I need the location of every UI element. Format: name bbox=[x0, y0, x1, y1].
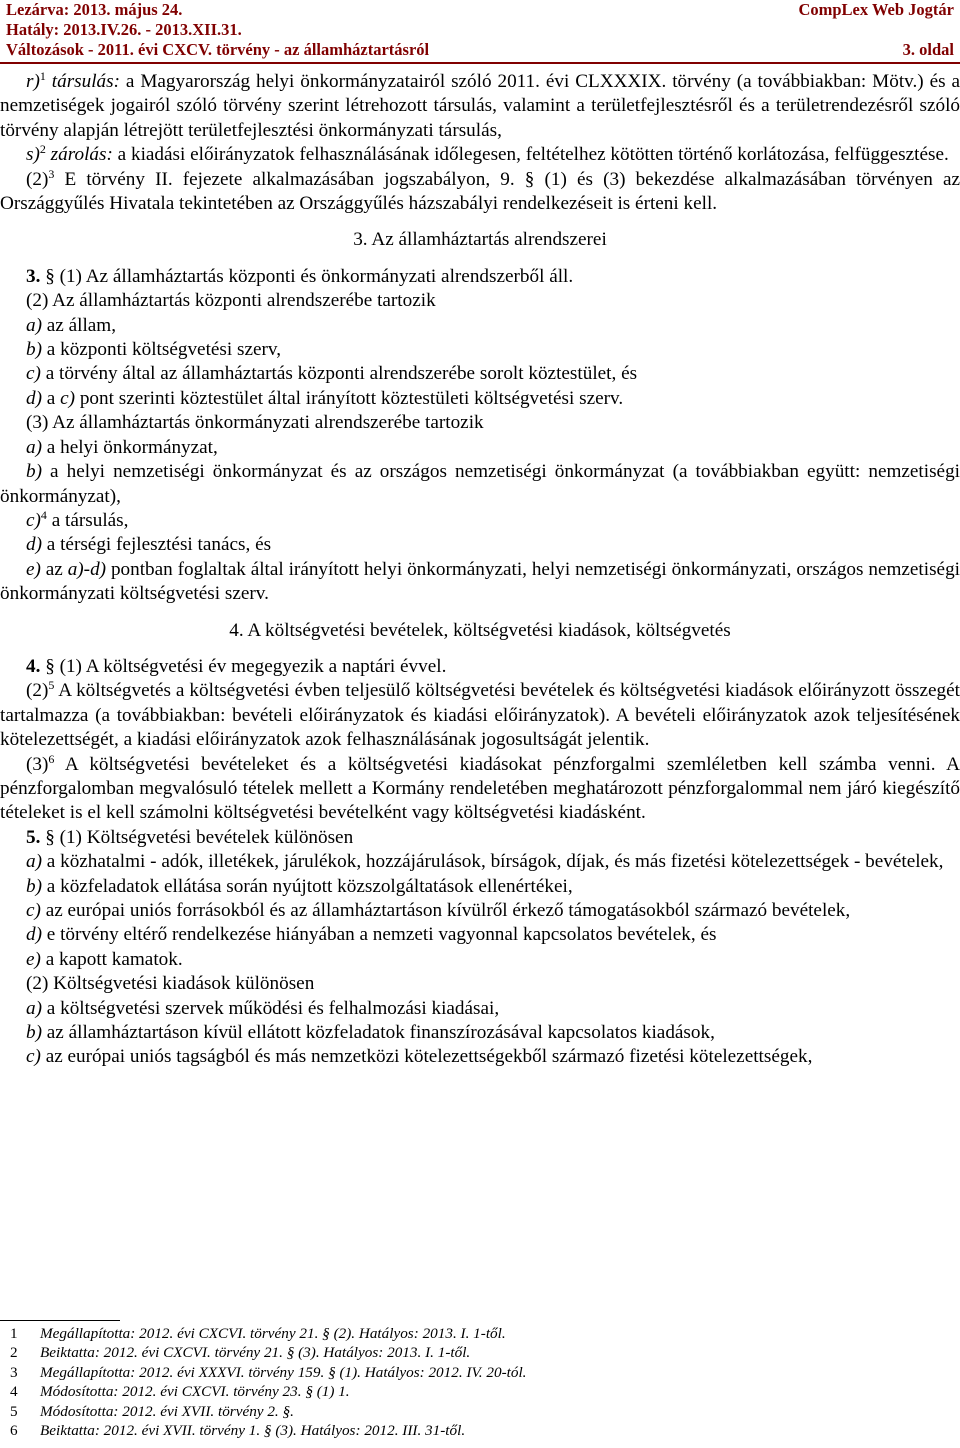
footnote-item: 1 Megállapította: 2012. évi CXCVI. törvény 21. § (2). Hatályos: 2013. I. 1-től. bbox=[10, 1325, 506, 1342]
section-heading-3: 3. Az államháztartás alrendszerei bbox=[353, 229, 607, 251]
list-item: e) a kapott kamatok. bbox=[26, 948, 183, 970]
list-item: c) az európai uniós tagságból és más nemzetközi kötelezettségekből származó fizetési kötelezettségek, bbox=[26, 1046, 813, 1068]
sec3-p2: (2) Az államháztartás központi alrendszerébe tartozik bbox=[26, 290, 436, 312]
paragraph-2: $(2)^3$ E törvény II. fejezete alkalmazásában jogszabályon, 9. § (1) és (3) bekezdése alkalmazásában törvényen az Országgyűlés Hivatala tekintetében az Országgyűlés házszabályi rendelkezéseit is érteni kell. bbox=[0, 166, 960, 215]
sec4-p2: $(2)^5$ A költségvetés a költségvetési évben teljesülő költségvetési bevételek és költségvetési kiadások előirányzott összegét tartalmazza (a továbbiakban: bevételi előirányzatok és kiadási előirányzatok). A bevételi előirányzatok azok teljesítésének kötelezettségét, a kiadási előirányzatok azok felhasználásának jogosultságát jelentik. bbox=[0, 678, 960, 751]
list-item: d) a térségi fejlesztési tanács, és bbox=[26, 534, 272, 556]
list-item: d) e törvény eltérő rendelkezése hiányában a nemzeti vagyonnal kapcsolatos bevételek, és bbox=[26, 924, 717, 946]
list-item: b) a helyi nemzetiségi önkormányzat és az országos nemzetiségi önkormányzat (a továbbiakban együtt: nemzetiségi önkormányzat), bbox=[0, 461, 960, 507]
footnote-ref[interactable]: 4 bbox=[40, 507, 47, 522]
sec3-p3: (3) Az államháztartás önkormányzati alrendszerébe tartozik bbox=[26, 412, 484, 434]
list-item: a) a helyi önkormányzat, bbox=[26, 436, 218, 458]
list-item: a) az állam, bbox=[26, 314, 117, 336]
section-heading-4: 4. A költségvetési bevételek, költségvetési kiadások, költségvetés bbox=[229, 619, 731, 641]
list-item: c) az európai uniós forrásokból és az államháztartáson kívülről érkező támogatásokból származó bevételek, bbox=[26, 900, 851, 921]
footnote-item: 2 Beiktatta: 2012. évi CXCVI. törvény 21. § (3). Hatályos: 2013. I. 1-től. bbox=[10, 1344, 471, 1362]
footnote-ref[interactable]: 1 bbox=[39, 69, 46, 83]
footnote-ref[interactable]: 5 bbox=[48, 678, 55, 693]
header-divider bbox=[0, 62, 960, 64]
footnote-item: 3 Megállapította: 2012. évi XXXVI. törvény 159. § (1). Hatályos: 2012. IV. 20-tól. bbox=[10, 1363, 527, 1381]
list-item: a) a közhatalmi - adók, illetékek, járulékok, hozzájárulások, bírságok, díjak, és más fizetési kötelezettségek - bevételek, bbox=[26, 851, 944, 873]
list-item: b) a központi költségvetési szerv, bbox=[26, 339, 282, 361]
sec4-p1: 4. § (1) A költségvetési év megegyezik a naptári évvel. bbox=[26, 655, 447, 677]
document-body bbox=[0, 70, 960, 1070]
header-page-number: 3. oldal bbox=[902, 40, 954, 59]
definition-s: s)$^2$ zárolás: a kiadási előirányzatok felhasználásának időlegesen, feltételhez kötötten történő korlátozása, felfüggesztése. bbox=[26, 142, 949, 166]
list-item: e) az a)-d) pontban foglaltak által irányított helyi önkormányzati, helyi nemzetiségi önkormányzati, országos nemzetiségi önkormányzati költségvetési szerv. bbox=[0, 558, 960, 605]
definition-r: r)$^1$ társulás: a Magyarország helyi önkormányzatairól szóló 2011. évi CLXXXIX. törvény (a továbbiakban: Mötv.) és a nemzetiségek jogairól szóló törvény szerint létrehozott társulás, valamint a területfejlesztésről és a területrendezésről szóló törvény alapján létrejött területfejlesztési önkormányzati társulás, bbox=[0, 69, 960, 141]
list-item: b) az államháztartáson kívül ellátott közfeladatok finanszírozásával kapcsolatos kiadások, bbox=[26, 1022, 715, 1044]
footnote-item: 5 Módosította: 2012. évi XVII. törvény 2. §. bbox=[10, 1402, 294, 1420]
header-closed-date: Lezárva: 2013. május 24. bbox=[6, 0, 183, 19]
footnote-item: 6 Beiktatta: 2012. évi XVII. törvény 1. § (3). Hatályos: 2012. III. 31-től. bbox=[10, 1422, 466, 1440]
footnote-ref[interactable]: 6 bbox=[48, 751, 55, 766]
sec5-p1: 5. § (1) Költségvetési bevételek különösen bbox=[26, 826, 354, 848]
footnote-ref[interactable]: 3 bbox=[48, 166, 55, 181]
list-item: c)$^4$ a társulás, bbox=[26, 507, 129, 531]
header-brand: CompLex Web Jogtár bbox=[798, 0, 954, 19]
sec5-p2: (2) Költségvetési kiadások különösen bbox=[26, 973, 315, 995]
footnote-item: 4 Módosította: 2012. évi CXCVI. törvény 23. § (1) 1. bbox=[10, 1383, 350, 1401]
list-item: b) a közfeladatok ellátása során nyújtott közszolgáltatások ellenértékei, bbox=[26, 875, 573, 897]
list-item: c) a törvény által az államháztartás központi alrendszerébe sorolt köztestület, és bbox=[26, 363, 638, 385]
page-header bbox=[6, 0, 954, 60]
list-item: a) a költségvetési szervek működési és felhalmozási kiadásai, bbox=[26, 997, 500, 1019]
sec3-p1: 3. § (1) Az államháztartás központi és önkormányzati alrendszerből áll. bbox=[26, 265, 574, 287]
list-item: d) a c) pont szerinti köztestület által irányított köztestületi költségvetési szerv. bbox=[26, 387, 624, 409]
header-doc-title: Változások - 2011. évi CXCV. törvény - az államháztartásról bbox=[6, 40, 430, 59]
footnotes bbox=[10, 1324, 526, 1440]
header-validity: Hatály: 2013.IV.26. - 2013.XII.31. bbox=[6, 20, 242, 39]
sec4-p3: $(3)^6$ A költségvetési bevételeket és a költségvetési kiadásokat pénzforgalmi szemléletben kell számba venni. A pénzforgalomban megvalósuló tételek mellett a Kormány rendeletében meghatározott pénzforgalommal nem járó kiegészítő tételeket is el kell számolni költségvetési bevételként vagy költségvetési kiadásként. bbox=[0, 751, 960, 824]
footnote-divider bbox=[0, 1320, 120, 1321]
footnote-ref[interactable]: 2 bbox=[39, 142, 46, 157]
